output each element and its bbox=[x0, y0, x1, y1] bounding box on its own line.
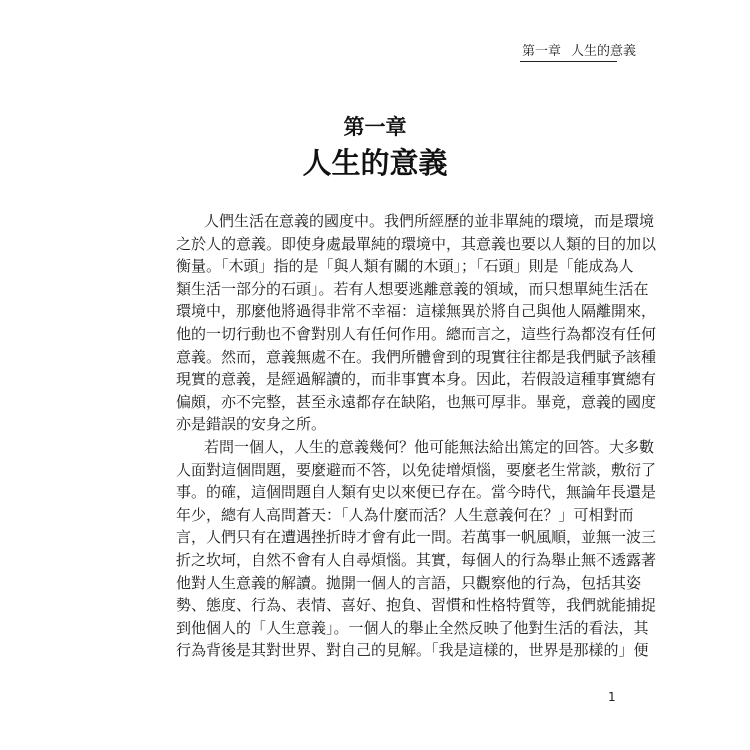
text-line: 環境中，那麼他將過得非常不幸福：這樣無異於將自己與他人隔離開來， bbox=[176, 302, 657, 321]
text-line: 衡量。「木頭」指的是「與人類有關的木頭」；「石頭」則是「能成為人 bbox=[176, 257, 634, 276]
text-line: 言，人們只有在遭遇挫折時才會有此一問。若萬事一帆風順，並無一波三 bbox=[176, 528, 657, 547]
text-line: 若問一個人，人生的意義幾何？他可能無法給出篤定的回答。大多數 bbox=[204, 437, 655, 456]
text-line: 現實的意義，是經過解讀的，而非事實本身。因此，若假設這種事實總有 bbox=[176, 370, 657, 389]
text-line: 行為背後是其對世界、對自己的見解。「我是這樣的，世界是那樣的」便 bbox=[176, 641, 649, 660]
body-text bbox=[176, 210, 657, 662]
text-line: 他的一切行動也不會對別人有任何作用。總而言之，這些行為都沒有任何 bbox=[176, 324, 657, 343]
text-line: 偏頗，亦不完整，甚至永遠都存在缺陷，也無可厚非。畢竟，意義的國度 bbox=[176, 392, 657, 411]
text-line: 折之坎坷，自然不會有人自尋煩惱。其實，每個人的行為舉止無不透露著 bbox=[176, 550, 657, 569]
text-line: 人面對這個問題，要麼避而不答，以免徒增煩惱，要麼老生常談，敷衍了 bbox=[176, 460, 657, 479]
text-line: 事。的確，這個問題自人類有史以來便已存在。當今時代，無論年長還是 bbox=[176, 483, 657, 502]
text-line: 他對人生意義的解讀。拋開一個人的言語，只觀察他的行為，包括其姿 bbox=[176, 573, 642, 592]
header-underline bbox=[520, 61, 617, 62]
text-line: 年少，總有人高問蒼天：「人為什麼而活？人生意義何在？」可相對而 bbox=[176, 505, 634, 524]
chapter-title: 人生的意義 bbox=[302, 146, 448, 180]
page-number: 1 bbox=[608, 690, 616, 704]
text-line: 亦是錯誤的安身之所。 bbox=[176, 415, 327, 434]
text-line: 到他個人的「人生意義」。一個人的舉止全然反映了他對生活的看法，其 bbox=[176, 618, 649, 637]
text-line: 人們生活在意義的國度中。我們所經歷的並非單純的環境，而是環境 bbox=[204, 212, 655, 230]
chapter-number: 第一章 bbox=[343, 114, 407, 139]
running-header-chapter-label: 第一章 bbox=[522, 44, 562, 59]
text-line: 勢、態度、行為、表情、喜好、抱負、習慣和性格特質等，我們就能捕捉 bbox=[176, 596, 657, 615]
running-header-chapter-name: 人生的意義 bbox=[571, 44, 637, 59]
text-line: 意義。然而，意義無處不在。我們所體會到的現實往往都是我們賦予該種 bbox=[176, 347, 657, 366]
running-header bbox=[522, 44, 636, 60]
text-line: 之於人的意義。即使身處最單純的環境中，其意義也要以人類的目的加以 bbox=[176, 234, 657, 253]
text-line: 類生活一部分的石頭」。若有人想要逃離意義的領域，而只想單純生活在 bbox=[176, 279, 649, 298]
